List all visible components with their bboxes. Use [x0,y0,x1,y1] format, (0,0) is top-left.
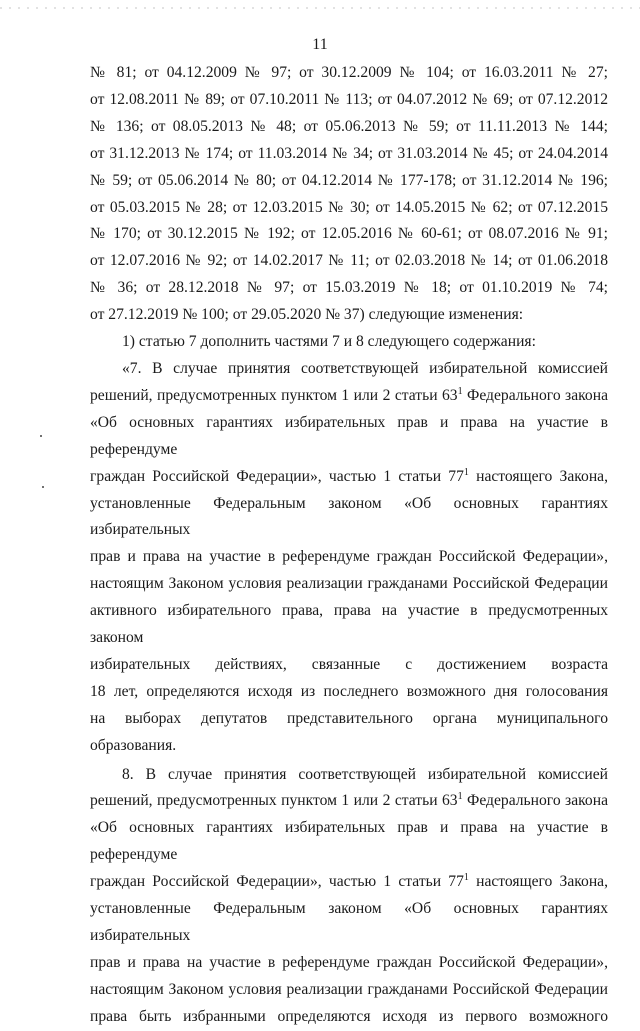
item-1-paragraph [90,329,608,356]
text-line: № 81; от 04.12.2009 № 97; от 30.12.2009 № 104; от 16.03.2011 № 27; [90,64,608,81]
text-line: избирательных действиях, связанные с достижением возраста [90,655,608,673]
text-line: решений, предусмотренных пунктом 1 или 2 статьи $63^1$ Федерального закона [90,791,608,810]
text-line: настоящим Законом условия реализации гражданами Российской Федерации [90,980,608,998]
scan-artifact-dots [0,7,640,9]
text-line: прав и права на участие в референдуме граждан Российской Федерации», [90,953,608,971]
superscript-one: 1 [463,466,469,478]
text-line: прав и права на участие в референдуме граждан Российской Федерации», [90,548,608,566]
text-line: № 170; от 30.12.2015 № 192; от 12.05.2016 № 60-61; от 08.07.2016 № 91; [90,225,608,243]
part-7-paragraph [90,356,608,760]
superscript-one: 1 [457,385,463,397]
text-line: от 27.12.2019 № 100; от 29.05.2020 № 37) следующие изменения: [90,306,524,324]
text-line: «Об основных гарантиях избирательных прав и права на участие в референдуме [90,413,608,458]
amendment-list-paragraph [90,60,608,329]
text-line: № 136; от 08.05.2013 № 48; от 05.06.2013 № 59; от 11.11.2013 № 144; [90,117,608,135]
text-line: установленные Федеральным законом «Об основных гарантиях избирательных [90,900,608,944]
text-line: № 59; от 05.06.2014 № 80; от 04.12.2014 № 177-178; от 31.12.2014 № 196; [90,171,608,189]
superscript-one: 1 [457,791,463,803]
text-line: граждан Российской Федерации», частью 1 статьи $77^1$ настоящего Закона, [90,466,608,485]
text-line: права быть избранными определяются исходя из первого возможного [90,1007,608,1025]
scan-speck [40,435,42,437]
text-line: активного избирательного права, права на участие в предусмотренных законом [90,602,608,647]
superscript-one: 1 [463,872,469,883]
page-number: 11 [312,36,328,53]
text-line: на выборах депутатов представительного органа муниципального образования. [90,709,608,754]
text-line: решений, предусмотренных пунктом 1 или 2 статьи $63^1$ Федерального закона [90,385,608,404]
text-line: установленные Федеральным законом «Об основных гарантиях избирательных [90,494,608,539]
text-line: от 31.12.2013 № 174; от 11.03.2014 № 34; от 31.03.2014 № 45; от 24.04.2014 [90,144,608,162]
text-line: «7. В случае принятия соответствующей избирательной комиссией [122,359,608,377]
text-line: 1) статью 7 дополнить частями 7 и 8 следующего содержания: [122,333,536,351]
scan-speck [42,486,44,488]
text-line: от 12.08.2011 № 89; от 07.10.2011 № 113; от 04.07.2012 № 69; от 07.12.2012 [90,90,608,108]
text-line: № 36; от 28.12.2018 № 97; от 15.03.2019 № 18; от 01.10.2019 № 74; [90,279,608,297]
text-line: настоящим Законом условия реализации гражданами Российской Федерации [90,575,608,593]
text-line: граждан Российской Федерации», частью 1 статьи $77^1$ настоящего Закона, [90,872,608,891]
text-line: 18 лет, определяются исходя из последнего возможного дня голосования [90,682,608,700]
text-line: 8. В случае принятия соответствующей избирательной комиссией [122,765,608,783]
part-8-paragraph [90,762,608,1031]
text-line: «Об основных гарантиях избирательных прав и права на участие в референдуме [90,819,608,864]
document-body [90,60,608,1031]
text-line: от 12.07.2016 № 92; от 14.02.2017 № 11; от 02.03.2018 № 14; от 01.06.2018 [90,252,608,270]
text-line: от 05.03.2015 № 28; от 12.03.2015 № 30; от 14.05.2015 № 62; от 07.12.2015 [90,198,608,216]
